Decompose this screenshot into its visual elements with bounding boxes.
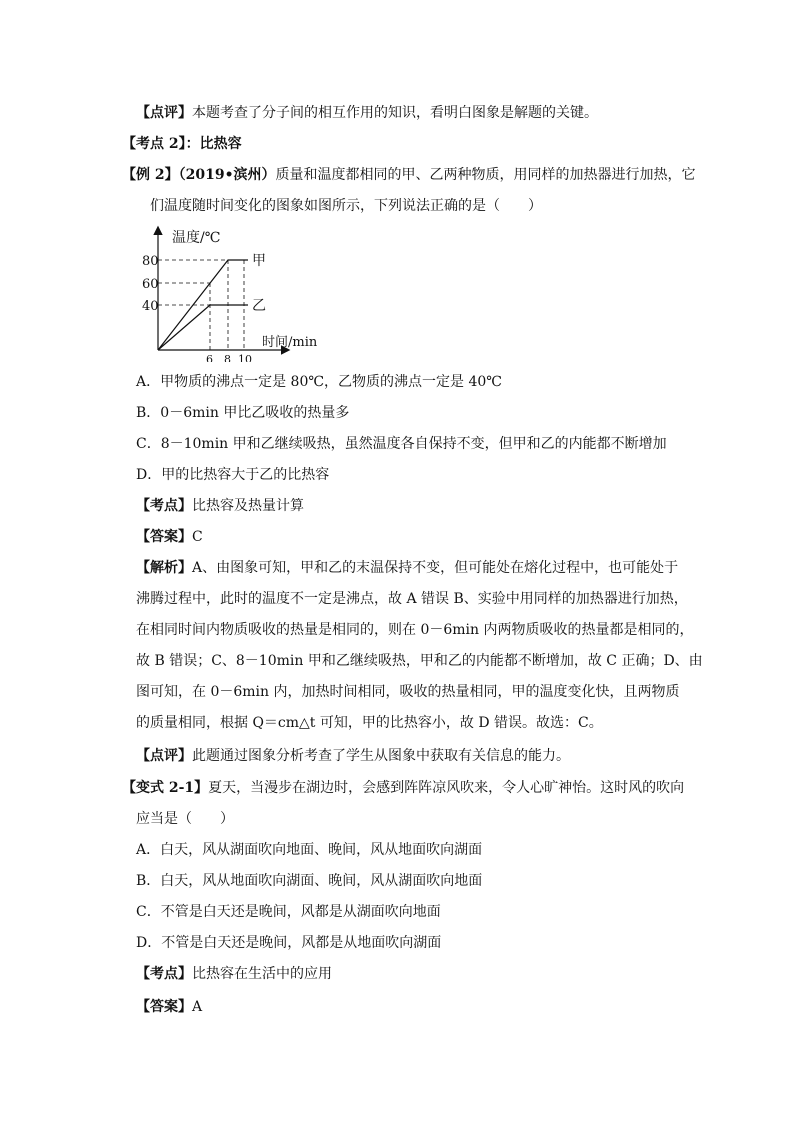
example-2-option-b: B．0－6min 甲比乙吸收的热量多 — [136, 405, 350, 421]
analysis-line-6: 的质量相同，根据 Q＝cm△t 可知，甲的比热容小，故 D 错误。故选：C。 — [136, 715, 603, 731]
comment-1 — [136, 103, 598, 123]
analysis-line-3: 在相同时间内物质吸收的热量是相同的，则在 0－6min 内两物质吸收的热量都是相同的， — [136, 622, 694, 638]
example-2-tag: 【例 2】 — [122, 167, 179, 183]
example-2-option-d: D．甲的比热容大于乙的比热容 — [136, 467, 330, 483]
y-axis-label: 温度/℃ — [172, 230, 221, 246]
analysis-line-4: 故 B 错误；C、8－10min 甲和乙继续吸热，甲和乙的内能都不断增加，故 C 正确；D、由 — [136, 653, 703, 669]
x-tick-10: 10 — [238, 353, 252, 362]
series-jia-label: 甲 — [252, 253, 266, 269]
example-2-answer — [136, 527, 203, 547]
example-2-point — [136, 496, 304, 516]
analysis-line-1 — [136, 558, 678, 578]
variant-option-d: D．不管是白天还是晚间，风都是从地面吹向湖面 — [136, 935, 442, 951]
comment-1-tag: 【点评】 — [136, 105, 192, 121]
example-2-stem-1: 质量和温度都相同的甲、乙两种物质，用同样的加热器进行加热，它 — [275, 167, 696, 183]
x-tick-8: 8 — [224, 353, 231, 362]
analysis-text-1: A、由图象可知，甲和乙的末温保持不变，但可能处在熔化过程中，也可能处于 — [192, 560, 679, 576]
y-tick-80: 80 — [142, 254, 159, 269]
analysis-line-5: 图可知，在 0－6min 内，加热时间相同，吸收的热量相同，甲的温度变化快，且两物质 — [136, 684, 680, 700]
y-tick-40: 40 — [142, 299, 159, 314]
example-2-source: （2019•滨州） — [178, 167, 276, 183]
variant-point-tag: 【考点】 — [136, 966, 192, 982]
analysis-tag: 【解析】 — [136, 560, 192, 576]
example-2-answer-tag: 【答案】 — [136, 529, 192, 545]
comment-2-text: 此题通过图象分析考查了学生从图象中获取有关信息的能力。 — [192, 748, 570, 764]
variant-answer-text: A — [192, 999, 203, 1015]
series-yi-label: 乙 — [252, 298, 266, 314]
comment-2-tag: 【点评】 — [136, 748, 192, 764]
variant-stem-line-2: 应当是（ ） — [136, 811, 234, 827]
y-tick-60: 60 — [142, 277, 159, 292]
variant-option-a: A．白天，风从湖面吹向地面、晚间，风从地面吹向湖面 — [136, 842, 483, 858]
example-2-point-text: 比热容及热量计算 — [192, 498, 304, 514]
example-2-stem-line-2: 们温度随时间变化的图象如图所示，下列说法正确的是（ ） — [150, 198, 542, 214]
comment-1-text: 本题考查了分子间的相互作用的知识，看明白图象是解题的关键。 — [192, 105, 598, 121]
example-2-answer-text: C — [192, 529, 203, 545]
example-2-stem-line-1 — [122, 165, 696, 185]
variant-point — [136, 964, 332, 984]
variant-tag: 【变式 2-1】 — [122, 780, 209, 796]
example-2-point-tag: 【考点】 — [136, 498, 192, 514]
example-2-option-a: A．甲物质的沸点一定是 80℃，乙物质的沸点一定是 40℃ — [136, 374, 502, 390]
kaodian-2-heading: 【考点 2】：比热容 — [122, 136, 242, 152]
example-2-option-c: C．8－10min 甲和乙继续吸热，虽然温度各自保持不变，但甲和乙的内能都不断增加 — [136, 436, 667, 452]
temperature-time-graph — [138, 222, 338, 362]
variant-stem-line-1 — [122, 778, 684, 798]
variant-option-c: C．不管是白天还是晚间，风都是从湖面吹向地面 — [136, 904, 441, 920]
x-axis-label: 时间/min — [262, 335, 318, 350]
variant-answer-tag: 【答案】 — [136, 999, 192, 1015]
x-tick-6: 6 — [206, 353, 213, 362]
analysis-line-2: 沸腾过程中，此时的温度不一定是沸点，故 A 错误 B、实验中用同样的加热器进行加热， — [136, 591, 688, 607]
variant-stem-1: 夏天，当漫步在湖边时，会感到阵阵凉风吹来，令人心旷神怡。这时风的吹向 — [208, 780, 685, 796]
comment-2 — [136, 746, 570, 766]
variant-answer — [136, 997, 202, 1017]
variant-option-b: B．白天，风从地面吹向湖面、晚间，风从湖面吹向地面 — [136, 873, 483, 889]
series-yi-line — [158, 305, 248, 350]
variant-point-text: 比热容在生活中的应用 — [192, 966, 332, 982]
